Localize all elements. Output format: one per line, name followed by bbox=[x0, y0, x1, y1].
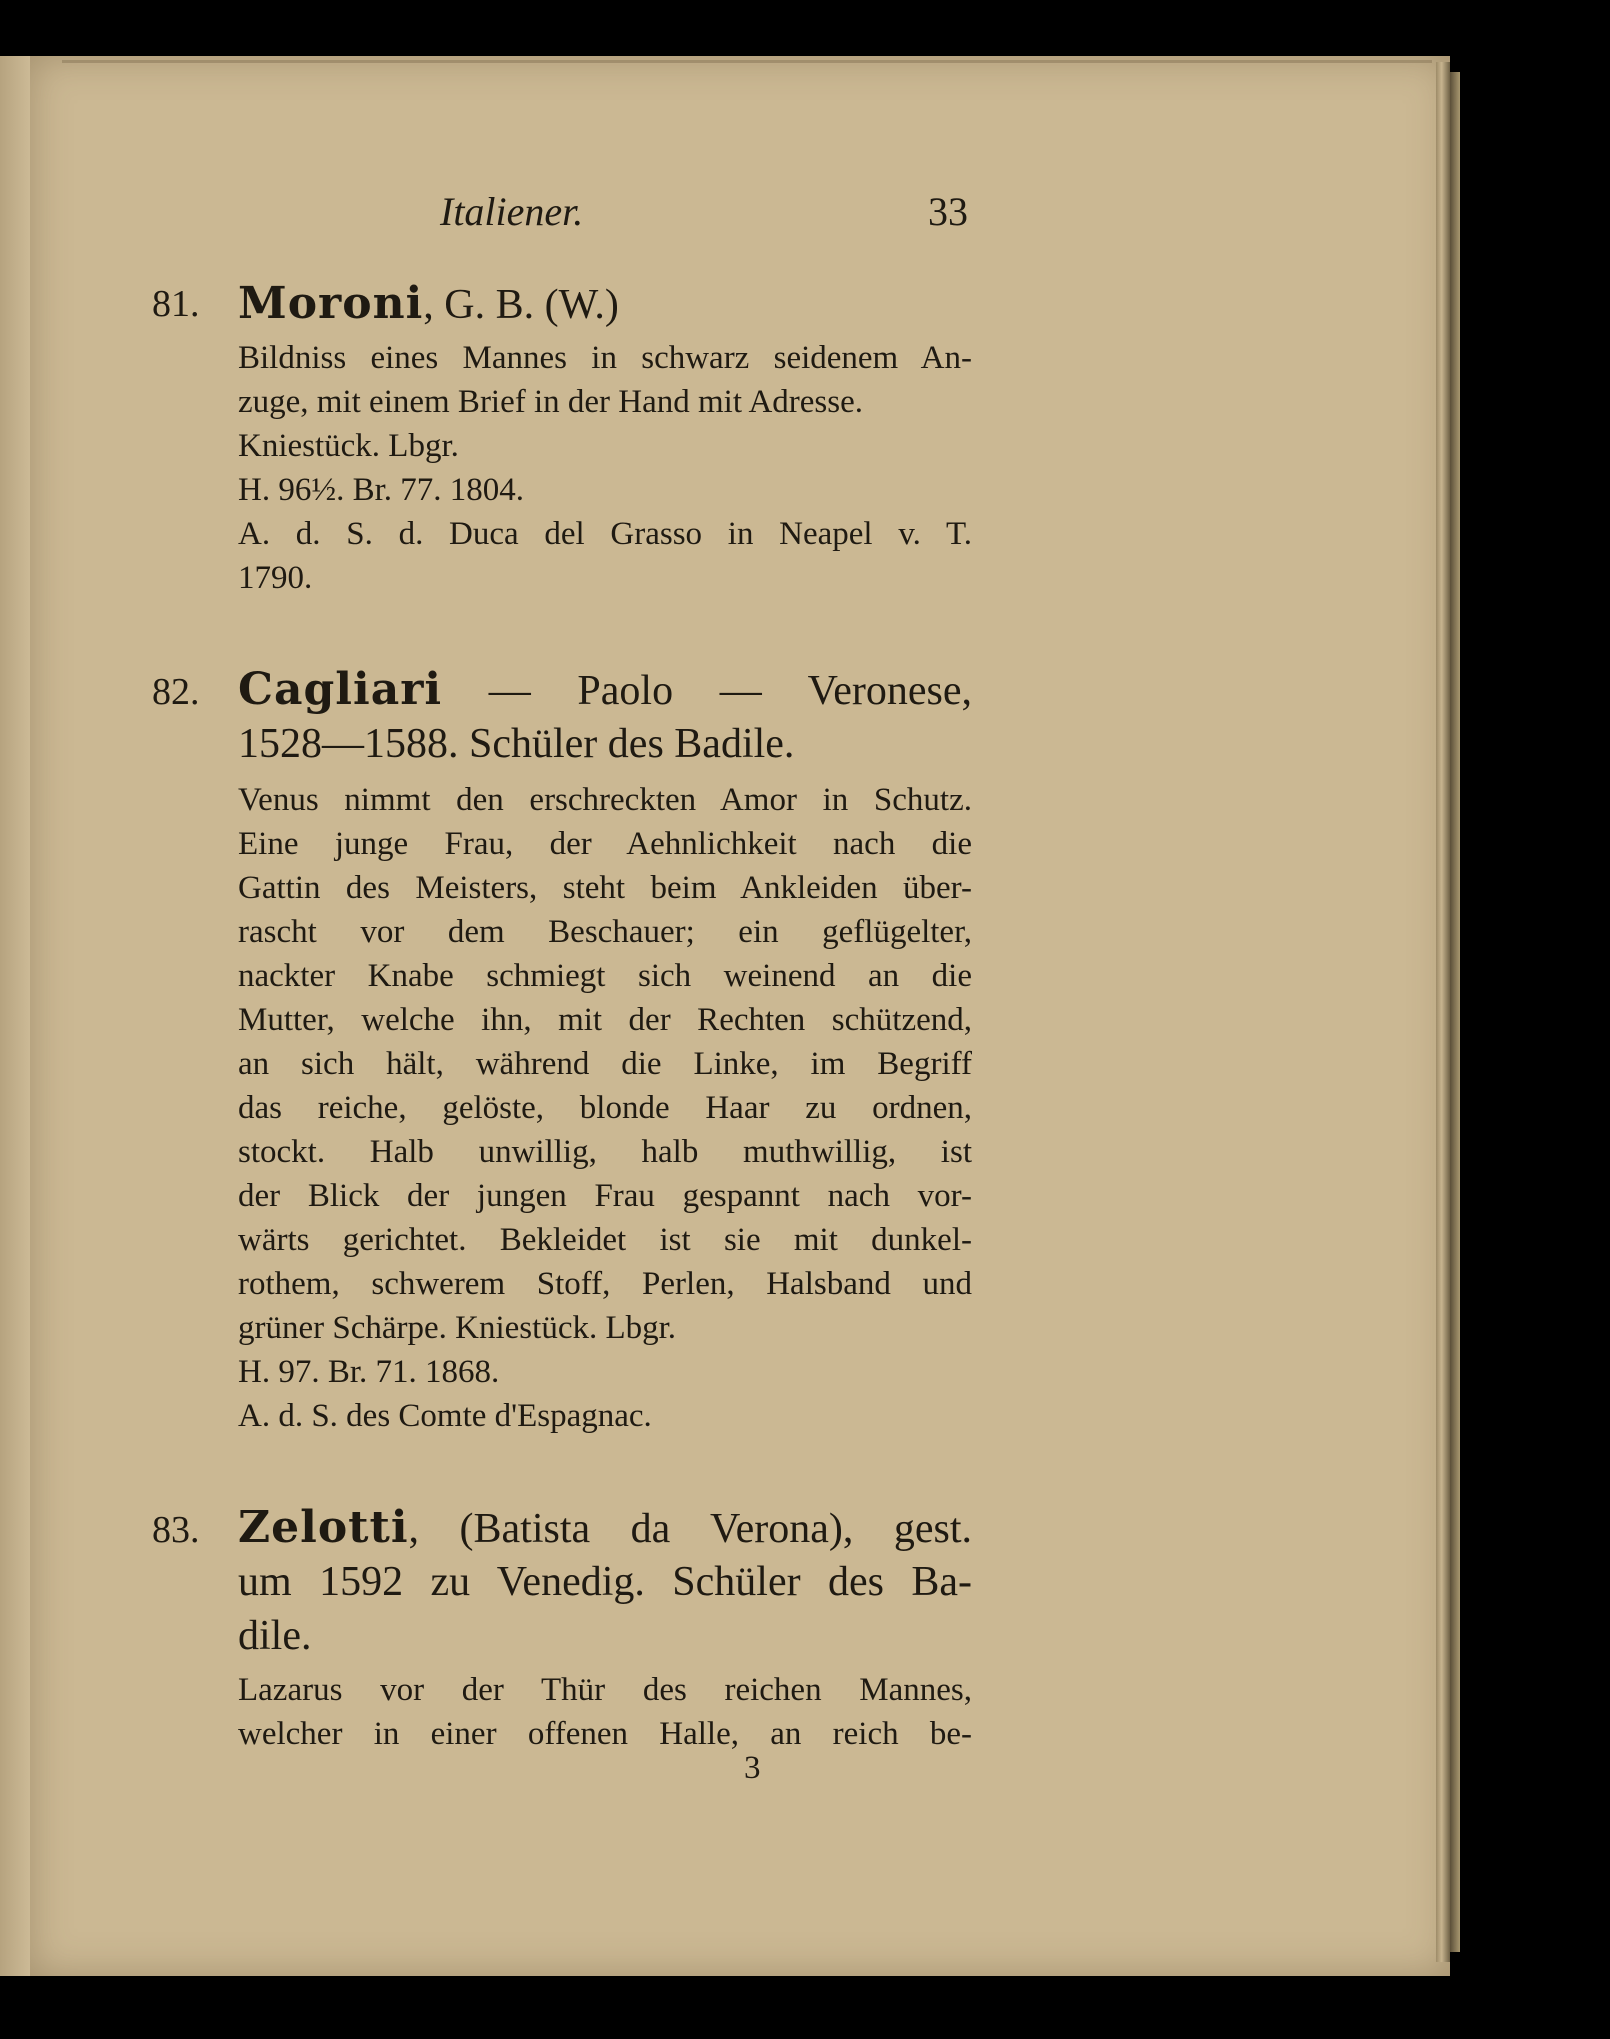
entry-text-line: Gattin des Meisters, steht beim Ankleiden über- bbox=[238, 870, 972, 906]
entry-text-line: A. d. S. d. Duca del Grasso in Neapel v. T. bbox=[238, 516, 972, 552]
entry-text-line: rascht vor dem Beschauer; ein geflügelter, bbox=[238, 914, 972, 950]
entry-text-line: wärts gerichtet. Bekleidet ist sie mit dunkel- bbox=[238, 1222, 972, 1258]
entry-text-line: 1790. bbox=[238, 560, 313, 596]
entry-text-line: Eine junge Frau, der Aehnlichkeit nach die bbox=[238, 826, 972, 862]
entry-text-line: zuge, mit einem Brief in der Hand mit Adresse. bbox=[238, 384, 864, 420]
entry-text-line: H. 96½. Br. 77. 1804. bbox=[238, 472, 525, 508]
entry-text-line: an sich hält, während die Linke, im Begriff bbox=[238, 1046, 972, 1082]
page-number: 33 bbox=[928, 189, 968, 234]
signature-mark: 3 bbox=[744, 1750, 761, 1786]
entry-text-line: Mutter, welche ihn, mit der Rechten schützend, bbox=[238, 1002, 972, 1038]
entry-text-line: welcher in einer offenen Halle, an reich be- bbox=[238, 1716, 972, 1752]
entry-text-line: Venus nimmt den erschreckten Amor in Schutz. bbox=[238, 782, 972, 818]
running-header bbox=[440, 188, 968, 238]
entry-text-line: H. 97. Br. 71. 1868. bbox=[238, 1354, 500, 1390]
entry-text-line: grüner Schärpe. Kniestück. Lbgr. bbox=[238, 1310, 677, 1346]
entry-text-line: rothem, schwerem Stoff, Perlen, Halsband und bbox=[238, 1266, 972, 1302]
entry-heading-line: 1528—1588. Schüler des Badile. bbox=[238, 721, 795, 767]
entry-text-line: nackter Knabe schmiegt sich weinend an die bbox=[238, 958, 972, 994]
entry-number: 81. bbox=[152, 283, 200, 325]
entry-heading-line: dile. bbox=[238, 1613, 312, 1659]
entry-text-line: stockt. Halb unwillig, halb muthwillig, ist bbox=[238, 1134, 972, 1170]
entry-text-line: A. d. S. des Comte d'Espagnac. bbox=[238, 1398, 652, 1434]
artist-name: Cagliari bbox=[238, 664, 443, 715]
entry-heading bbox=[238, 278, 972, 329]
entry-heading-line: um 1592 zu Venedig. Schüler des Ba- bbox=[238, 1559, 972, 1605]
artist-details: , G. B. (W.) bbox=[423, 282, 619, 328]
artist-details: , (Batista da Verona), gest. bbox=[408, 1506, 972, 1552]
entry-number: 82. bbox=[152, 671, 200, 713]
entry-heading bbox=[238, 664, 972, 715]
entry-text-line: Bildniss eines Mannes in schwarz seidenem An- bbox=[238, 340, 972, 376]
entry-text-line: das reiche, gelöste, blonde Haar zu ordnen, bbox=[238, 1090, 972, 1126]
header-title: Italiener. bbox=[440, 189, 584, 234]
artist-name: Zelotti bbox=[238, 1502, 409, 1553]
artist-details: — Paolo — Veronese, bbox=[442, 668, 972, 714]
entry-text-line: Lazarus vor der Thür des reichen Mannes, bbox=[238, 1672, 972, 1708]
entry-text-line: der Blick der jungen Frau gespannt nach vor- bbox=[238, 1178, 972, 1214]
entry-number: 83. bbox=[152, 1509, 200, 1551]
entry-heading bbox=[238, 1502, 972, 1553]
artist-name: Moroni bbox=[238, 278, 424, 329]
entry-text-line: Kniestück. Lbgr. bbox=[238, 428, 459, 464]
